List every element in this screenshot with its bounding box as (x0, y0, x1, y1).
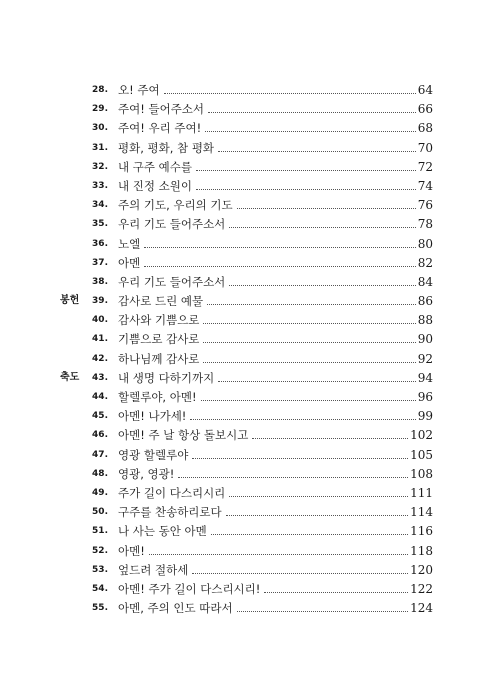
dot-leader (252, 437, 408, 439)
dot-leader (237, 610, 408, 612)
toc-entry[interactable] (0, 580, 500, 599)
entry-title: 주가 길이 다스리시리 (118, 485, 226, 500)
entry-line (118, 447, 433, 463)
dot-leader (149, 553, 408, 555)
entry-number: 48. (92, 468, 108, 479)
toc-entry[interactable] (0, 254, 500, 273)
toc-entry[interactable] (0, 119, 500, 138)
entry-line (118, 140, 433, 156)
entry-title: 나 사는 동안 아멘 (118, 524, 207, 539)
dot-leader (229, 495, 408, 497)
entry-title: 평화, 평화, 참 평화 (118, 140, 215, 155)
entry-line (118, 389, 433, 405)
dot-leader (203, 361, 415, 363)
page-number: 96 (417, 390, 433, 404)
entry-number: 31. (92, 142, 108, 153)
toc-entry[interactable] (0, 446, 500, 465)
entry-title: 아멘! (118, 543, 145, 558)
entry-line (118, 274, 433, 290)
entry-number: 55. (92, 603, 108, 614)
entry-line (118, 600, 433, 616)
toc-entry[interactable] (0, 350, 500, 369)
page-number: 78 (417, 217, 433, 232)
toc-entry[interactable] (0, 369, 500, 388)
entry-number: 34. (92, 200, 108, 211)
entry-number: 54. (92, 583, 108, 594)
entry-number: 45. (92, 411, 108, 422)
entry-title: 우리 기도 들어주소서 (118, 217, 226, 232)
toc-entry[interactable] (0, 292, 500, 311)
entry-number: 35. (92, 219, 108, 230)
dot-leader (203, 322, 415, 324)
entry-title: 내 구주 예수를 (118, 159, 192, 174)
page-number: 72 (417, 159, 433, 174)
dot-leader (192, 572, 408, 574)
entry-line (118, 293, 433, 309)
page-number: 68 (417, 121, 433, 136)
entry-line (118, 543, 433, 559)
page-number: 124 (410, 601, 433, 616)
entry-line (118, 504, 433, 520)
entry-line (118, 255, 433, 271)
entry-line (118, 581, 433, 597)
page-number: 114 (410, 505, 433, 520)
entry-number: 40. (92, 315, 108, 326)
entry-line (118, 120, 433, 136)
dot-leader (229, 226, 415, 228)
toc-entry[interactable] (0, 81, 500, 100)
entry-line (118, 370, 433, 386)
entry-line (118, 216, 433, 232)
entry-title: 오! 주여 (118, 83, 160, 97)
page-number: 108 (410, 466, 433, 481)
toc-entry[interactable] (0, 484, 500, 503)
toc-entry[interactable] (0, 139, 500, 158)
page-number: 92 (417, 351, 433, 366)
page-number: 116 (410, 524, 433, 539)
entry-number: 50. (92, 507, 108, 518)
page-number: 70 (417, 140, 433, 155)
toc-entry[interactable] (0, 465, 500, 484)
entry-title: 하나님께 감사로 (118, 351, 200, 366)
toc-entry[interactable] (0, 503, 500, 522)
dot-leader (144, 246, 416, 248)
toc-entry[interactable] (0, 196, 500, 215)
entry-title: 구주를 찬송하리로다 (118, 505, 222, 520)
toc-entry[interactable] (0, 599, 500, 618)
dot-leader (196, 188, 416, 190)
page-number: 118 (410, 543, 433, 558)
entry-line (118, 159, 433, 175)
entry-title: 아멘! 나가세! (118, 409, 187, 424)
entry-number: 52. (92, 545, 108, 556)
page-number: 105 (410, 447, 433, 462)
entry-title: 영광, 영광! (118, 466, 175, 481)
dot-leader (264, 591, 408, 593)
toc-entry[interactable] (0, 158, 500, 177)
entry-number: 39. (92, 296, 108, 307)
entry-number: 38. (92, 276, 108, 287)
toc-entry[interactable] (0, 330, 500, 349)
entry-line (118, 236, 433, 252)
entry-line (118, 427, 433, 443)
dot-leader (211, 533, 408, 535)
page-number: 80 (417, 236, 433, 251)
entry-number: 41. (92, 334, 108, 345)
entry-title: 감사와 기쁨으로 (118, 313, 200, 328)
entry-title: 기쁨으로 감사로 (118, 332, 200, 347)
page-number: 99 (417, 409, 433, 424)
entry-title: 영광 할렐루야 (118, 447, 189, 462)
toc-entry[interactable] (0, 426, 500, 445)
toc-entry[interactable] (0, 235, 500, 254)
page-number: 111 (410, 485, 433, 500)
dot-leader (178, 476, 408, 478)
page-number: 88 (417, 313, 433, 328)
toc-entry[interactable] (0, 522, 500, 541)
toc-entry[interactable] (0, 215, 500, 234)
entry-number: 43. (92, 372, 108, 383)
dot-leader (203, 341, 415, 343)
entry-title: 주여! 우리 주여! (118, 121, 202, 136)
entry-title: 할렐루야, 아멘! (118, 390, 197, 404)
entry-line (118, 485, 433, 501)
entry-line (118, 101, 433, 117)
toc-entry[interactable] (0, 407, 500, 426)
entry-line (118, 351, 433, 367)
section-label: 봉헌 (60, 295, 80, 307)
entry-number: 32. (92, 161, 108, 172)
dot-leader (218, 380, 416, 382)
page-number: 82 (417, 255, 433, 270)
dot-leader (205, 130, 416, 132)
page-number: 102 (410, 428, 433, 443)
page-number: 90 (417, 332, 433, 347)
entry-number: 46. (92, 430, 108, 441)
page-number: 66 (417, 102, 433, 117)
page-number: 64 (417, 83, 433, 97)
entry-title: 주여! 들어주소서 (118, 102, 205, 117)
entry-line (118, 82, 433, 98)
entry-title: 아멘, 주의 인도 따라서 (118, 601, 233, 616)
entry-number: 30. (92, 123, 108, 134)
dot-leader (196, 169, 416, 171)
dot-leader (192, 457, 408, 459)
toc-entry[interactable] (0, 388, 500, 407)
toc-entry[interactable] (0, 561, 500, 580)
dot-leader (226, 514, 408, 516)
entry-title: 아멘 (118, 255, 141, 270)
entry-number: 42. (92, 353, 108, 364)
entry-title: 내 생명 다하기까지 (118, 370, 215, 385)
entry-number: 36. (92, 238, 108, 249)
entry-line (118, 523, 433, 539)
toc-entry[interactable] (0, 542, 500, 561)
entry-line (118, 312, 433, 328)
entry-title: 내 진정 소원이 (118, 178, 192, 193)
page-number: 86 (417, 294, 433, 309)
entry-title: 아멘! 주 날 항상 돌보시고 (118, 428, 249, 443)
page-number: 74 (417, 178, 433, 193)
entry-number: 49. (92, 487, 108, 498)
entry-title: 노엘 (118, 236, 141, 251)
entry-line (118, 178, 433, 194)
entry-title: 주의 기도, 우리의 기도 (118, 198, 233, 213)
entry-line (118, 197, 433, 213)
entry-title: 감사로 드린 예물 (118, 294, 204, 309)
toc-entry[interactable] (0, 177, 500, 196)
entry-line (118, 331, 433, 347)
toc-entry[interactable] (0, 100, 500, 119)
dot-leader (229, 284, 415, 286)
entry-title: 엎드려 절하세 (118, 562, 189, 577)
table-of-contents (0, 81, 500, 618)
entry-number: 28. (92, 85, 108, 95)
dot-leader (208, 111, 416, 113)
entry-number: 33. (92, 180, 108, 191)
dot-leader (218, 150, 416, 152)
dot-leader (144, 265, 416, 267)
entry-line (118, 466, 433, 482)
dot-leader (190, 418, 415, 420)
dot-leader (237, 207, 416, 209)
page-number: 120 (410, 562, 433, 577)
entry-number: 44. (92, 392, 108, 402)
page-number: 84 (417, 274, 433, 289)
section-label: 축도 (60, 371, 80, 383)
entry-number: 29. (92, 104, 108, 115)
toc-entry[interactable] (0, 311, 500, 330)
page-number: 94 (417, 370, 433, 385)
entry-number: 51. (92, 526, 108, 537)
entry-line (118, 562, 433, 578)
entry-title: 아멘! 주가 길이 다스리시리! (118, 581, 261, 596)
entry-number: 47. (92, 449, 108, 460)
entry-number: 37. (92, 257, 108, 268)
dot-leader (207, 303, 416, 305)
dot-leader (201, 399, 416, 401)
page-number: 122 (410, 581, 433, 596)
toc-entry[interactable] (0, 273, 500, 292)
entry-number: 53. (92, 564, 108, 575)
entry-title: 우리 기도 들어주소서 (118, 274, 226, 289)
dot-leader (164, 92, 416, 94)
page-number: 76 (417, 198, 433, 213)
entry-line (118, 408, 433, 424)
